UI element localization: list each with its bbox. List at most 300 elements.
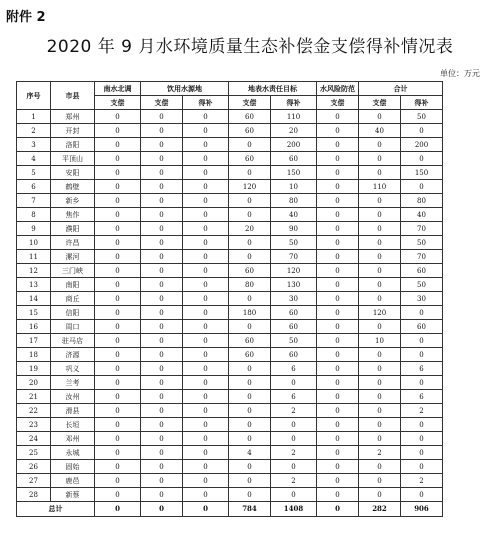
row-city: 三门峡 [51,264,95,278]
row-value: 60 [271,152,317,166]
unit-label: 单位：万元 [440,69,480,78]
row-city: 南阳 [51,278,95,292]
row-city: 驻马店 [51,334,95,348]
row-value: 50 [271,236,317,250]
row-value: 0 [229,194,271,208]
row-value: 0 [141,320,183,334]
row-value: 80 [401,194,443,208]
row-value: 0 [359,166,401,180]
row-value: 0 [229,250,271,264]
row-index: 8 [17,208,51,222]
row-value: 0 [95,446,141,460]
total-value: 906 [401,502,443,517]
row-value: 0 [317,320,359,334]
table-row [17,222,485,236]
row-value: 0 [141,488,183,502]
table-row [17,446,485,460]
row-city: 许昌 [51,236,95,250]
row-value: 0 [229,166,271,180]
row-value: 0 [401,446,443,460]
row-value: 180 [229,306,271,320]
row-value: 0 [95,194,141,208]
row-value: 0 [95,418,141,432]
row-value: 0 [229,138,271,152]
row-value: 60 [229,152,271,166]
row-value: 0 [95,432,141,446]
row-value: 0 [183,138,229,152]
table-row [17,278,485,292]
row-value: 0 [229,208,271,222]
table-row [17,292,485,306]
row-value: 0 [183,194,229,208]
row-value: 50 [401,110,443,124]
row-value: 0 [183,404,229,418]
row-value: 80 [229,278,271,292]
row-value: 2 [271,446,317,460]
row-city: 滑县 [51,404,95,418]
row-value: 0 [359,348,401,362]
row-city: 平顶山 [51,152,95,166]
row-value: 0 [359,488,401,502]
row-value: 0 [229,390,271,404]
row-value: 0 [229,376,271,390]
row-value: 0 [141,362,183,376]
row-value: 0 [95,180,141,194]
row-value: 60 [401,320,443,334]
page-title: 2020 年 9 月水环境质量生态补偿金支偿得补情况表 [46,37,454,57]
row-index: 22 [17,404,51,418]
row-value: 0 [95,460,141,474]
row-value: 0 [317,348,359,362]
row-value: 90 [271,222,317,236]
subheader-pay: 支偿 [95,96,141,110]
table-row [17,194,485,208]
table-row [17,250,485,264]
row-value: 0 [401,180,443,194]
row-value: 2 [401,404,443,418]
row-value: 0 [183,390,229,404]
row-index: 21 [17,390,51,404]
total-value: 0 [141,502,183,517]
row-value: 0 [317,222,359,236]
row-value: 6 [401,362,443,376]
row-index: 16 [17,320,51,334]
row-value: 0 [141,236,183,250]
row-value: 0 [229,236,271,250]
row-value: 200 [271,138,317,152]
row-value: 0 [359,292,401,306]
table-body [17,110,485,517]
subheader-get: 得补 [183,96,229,110]
row-value: 0 [95,390,141,404]
row-value: 0 [95,250,141,264]
row-value: 0 [141,432,183,446]
table-row [17,418,485,432]
row-index: 3 [17,138,51,152]
row-value: 0 [183,432,229,446]
row-value: 150 [401,166,443,180]
row-index: 15 [17,306,51,320]
row-value: 0 [317,390,359,404]
row-city: 洛阳 [51,138,95,152]
attachment-label: 附件 2 [6,10,46,25]
row-value: 0 [401,488,443,502]
row-value: 0 [359,152,401,166]
row-value: 0 [183,110,229,124]
row-index: 13 [17,278,51,292]
row-value: 0 [95,488,141,502]
header-south-north: 南水北调 [95,82,141,96]
row-value: 60 [229,264,271,278]
row-value: 0 [183,166,229,180]
header-total: 合计 [359,82,443,96]
row-value: 0 [317,306,359,320]
row-value: 0 [359,250,401,264]
row-value: 0 [95,348,141,362]
table-row [17,264,485,278]
row-city: 济源 [51,348,95,362]
row-index: 19 [17,362,51,376]
row-index: 20 [17,376,51,390]
row-value: 0 [183,376,229,390]
table-row [17,432,485,446]
row-value: 0 [359,138,401,152]
table-row [17,180,485,194]
row-value: 0 [359,362,401,376]
table-row [17,236,485,250]
row-value: 0 [317,334,359,348]
compensation-table [16,81,485,517]
row-value: 0 [271,432,317,446]
row-value: 0 [401,460,443,474]
row-city: 邓州 [51,432,95,446]
table-row [17,152,485,166]
row-value: 30 [271,292,317,306]
subheader-pay: 支偿 [229,96,271,110]
row-value: 0 [95,236,141,250]
row-index: 24 [17,432,51,446]
row-value: 0 [229,362,271,376]
row-value: 0 [317,432,359,446]
header-city: 市县 [51,82,95,110]
row-value: 0 [317,376,359,390]
header-index: 序号 [17,82,51,110]
subheader-get: 得补 [271,96,317,110]
row-index: 6 [17,180,51,194]
row-city: 新蔡 [51,488,95,502]
row-value: 0 [183,306,229,320]
row-value: 0 [317,250,359,264]
table-row [17,460,485,474]
row-value: 110 [359,180,401,194]
row-value: 0 [401,334,443,348]
row-value: 0 [141,166,183,180]
row-value: 130 [271,278,317,292]
row-value: 0 [183,250,229,264]
row-value: 0 [359,390,401,404]
row-value: 0 [141,376,183,390]
row-value: 40 [359,124,401,138]
row-city: 濮阳 [51,222,95,236]
row-city: 商丘 [51,292,95,306]
row-value: 10 [271,180,317,194]
row-index: 27 [17,474,51,488]
row-value: 6 [271,362,317,376]
row-value: 0 [359,222,401,236]
row-value: 0 [95,264,141,278]
row-value: 0 [95,292,141,306]
row-value: 0 [359,418,401,432]
row-value: 0 [141,418,183,432]
subheader-pay: 支偿 [141,96,183,110]
row-value: 0 [271,460,317,474]
row-value: 0 [359,264,401,278]
row-value: 0 [95,152,141,166]
row-value: 0 [359,236,401,250]
table-row [17,124,485,138]
row-value: 120 [359,306,401,320]
row-value: 0 [359,404,401,418]
row-city: 安阳 [51,166,95,180]
row-value: 200 [401,138,443,152]
table-row [17,320,485,334]
row-value: 2 [359,446,401,460]
row-value: 0 [271,488,317,502]
row-value: 0 [95,362,141,376]
row-value: 0 [141,138,183,152]
total-value: 282 [359,502,401,517]
row-value: 0 [95,208,141,222]
row-value: 60 [271,348,317,362]
row-value: 0 [95,404,141,418]
row-value: 0 [141,348,183,362]
row-city: 鹤壁 [51,180,95,194]
row-value: 0 [401,432,443,446]
total-value: 0 [183,502,229,517]
row-value: 60 [229,124,271,138]
row-value: 0 [183,460,229,474]
row-value: 0 [141,292,183,306]
row-value: 0 [141,222,183,236]
row-index: 14 [17,292,51,306]
row-value: 0 [229,320,271,334]
row-value: 0 [317,404,359,418]
row-value: 110 [271,110,317,124]
row-city: 漯河 [51,250,95,264]
row-value: 60 [229,348,271,362]
row-value: 40 [401,208,443,222]
row-index: 26 [17,460,51,474]
row-value: 0 [141,404,183,418]
row-value: 0 [95,334,141,348]
row-value: 0 [229,404,271,418]
row-value: 0 [317,208,359,222]
row-city: 郑州 [51,110,95,124]
row-value: 0 [95,124,141,138]
row-index: 2 [17,124,51,138]
row-value: 60 [271,306,317,320]
row-value: 0 [317,194,359,208]
row-value: 60 [229,334,271,348]
row-value: 0 [183,264,229,278]
row-value: 0 [359,208,401,222]
row-value: 0 [141,460,183,474]
row-city: 周口 [51,320,95,334]
table-row [17,474,485,488]
row-value: 0 [95,376,141,390]
row-value: 120 [271,264,317,278]
row-value: 0 [183,334,229,348]
row-value: 0 [183,124,229,138]
row-value: 0 [359,194,401,208]
row-value: 6 [401,390,443,404]
row-value: 30 [401,292,443,306]
row-city: 焦作 [51,208,95,222]
row-value: 0 [317,460,359,474]
total-value: 0 [317,502,359,517]
row-value: 0 [183,488,229,502]
row-value: 0 [359,460,401,474]
subheader-pay: 支偿 [359,96,401,110]
row-index: 9 [17,222,51,236]
row-value: 0 [317,236,359,250]
row-value: 0 [183,292,229,306]
row-value: 0 [317,138,359,152]
row-value: 0 [317,474,359,488]
table-row [17,362,485,376]
subheader-get: 得补 [401,96,443,110]
row-value: 60 [271,320,317,334]
row-value: 0 [359,278,401,292]
row-value: 40 [271,208,317,222]
table-row [17,390,485,404]
row-value: 4 [229,446,271,460]
row-value: 0 [229,474,271,488]
row-value: 0 [271,376,317,390]
header-drinking-water: 饮用水源地 [141,82,229,96]
row-value: 0 [359,320,401,334]
subheader-pay: 支偿 [317,96,359,110]
row-value: 50 [401,278,443,292]
row-value: 0 [317,488,359,502]
row-index: 25 [17,446,51,460]
row-value: 0 [141,152,183,166]
row-value: 0 [141,446,183,460]
row-value: 0 [95,222,141,236]
row-value: 0 [401,348,443,362]
row-index: 10 [17,236,51,250]
table-row [17,306,485,320]
row-value: 0 [317,278,359,292]
row-value: 0 [317,110,359,124]
total-row [17,502,485,517]
row-value: 0 [183,320,229,334]
row-value: 60 [401,264,443,278]
row-value: 50 [401,236,443,250]
row-city: 信阳 [51,306,95,320]
row-value: 20 [229,222,271,236]
row-city: 兰考 [51,376,95,390]
row-value: 0 [141,124,183,138]
row-index: 17 [17,334,51,348]
row-index: 1 [17,110,51,124]
row-value: 0 [141,306,183,320]
row-index: 11 [17,250,51,264]
row-value: 0 [359,110,401,124]
row-value: 0 [141,474,183,488]
row-value: 0 [317,152,359,166]
row-index: 18 [17,348,51,362]
row-value: 0 [229,432,271,446]
row-value: 50 [271,334,317,348]
row-value: 0 [141,334,183,348]
row-city: 开封 [51,124,95,138]
row-value: 0 [401,376,443,390]
row-value: 0 [183,152,229,166]
total-value: 0 [95,502,141,517]
table-row [17,208,485,222]
row-city: 巩义 [51,362,95,376]
row-value: 0 [95,278,141,292]
row-value: 0 [183,348,229,362]
row-value: 0 [317,180,359,194]
row-value: 60 [229,110,271,124]
row-value: 0 [183,474,229,488]
header-water-risk: 水风险防范 [317,82,359,96]
row-index: 23 [17,418,51,432]
row-value: 10 [359,334,401,348]
table-row [17,166,485,180]
row-value: 0 [317,418,359,432]
row-value: 0 [359,376,401,390]
row-value: 0 [141,208,183,222]
row-value: 0 [317,124,359,138]
row-value: 0 [183,362,229,376]
row-value: 70 [271,250,317,264]
row-value: 80 [271,194,317,208]
row-value: 0 [359,474,401,488]
row-value: 0 [401,306,443,320]
row-value: 70 [401,250,443,264]
row-value: 0 [183,222,229,236]
table-row [17,110,485,124]
table-row [17,488,485,502]
row-value: 2 [401,474,443,488]
row-value: 20 [271,124,317,138]
row-city: 汝州 [51,390,95,404]
row-value: 0 [359,432,401,446]
row-value: 0 [95,320,141,334]
row-value: 0 [229,488,271,502]
row-value: 0 [95,138,141,152]
row-value: 70 [401,222,443,236]
row-value: 0 [141,278,183,292]
row-value: 0 [141,194,183,208]
row-index: 12 [17,264,51,278]
row-value: 0 [317,166,359,180]
header-surface-water: 地表水责任目标 [229,82,317,96]
row-value: 0 [95,306,141,320]
row-value: 0 [229,418,271,432]
row-value: 0 [317,446,359,460]
row-value: 0 [271,418,317,432]
row-value: 0 [183,418,229,432]
row-value: 120 [229,180,271,194]
row-value: 0 [183,236,229,250]
table-row [17,404,485,418]
row-value: 2 [271,404,317,418]
row-value: 0 [183,180,229,194]
